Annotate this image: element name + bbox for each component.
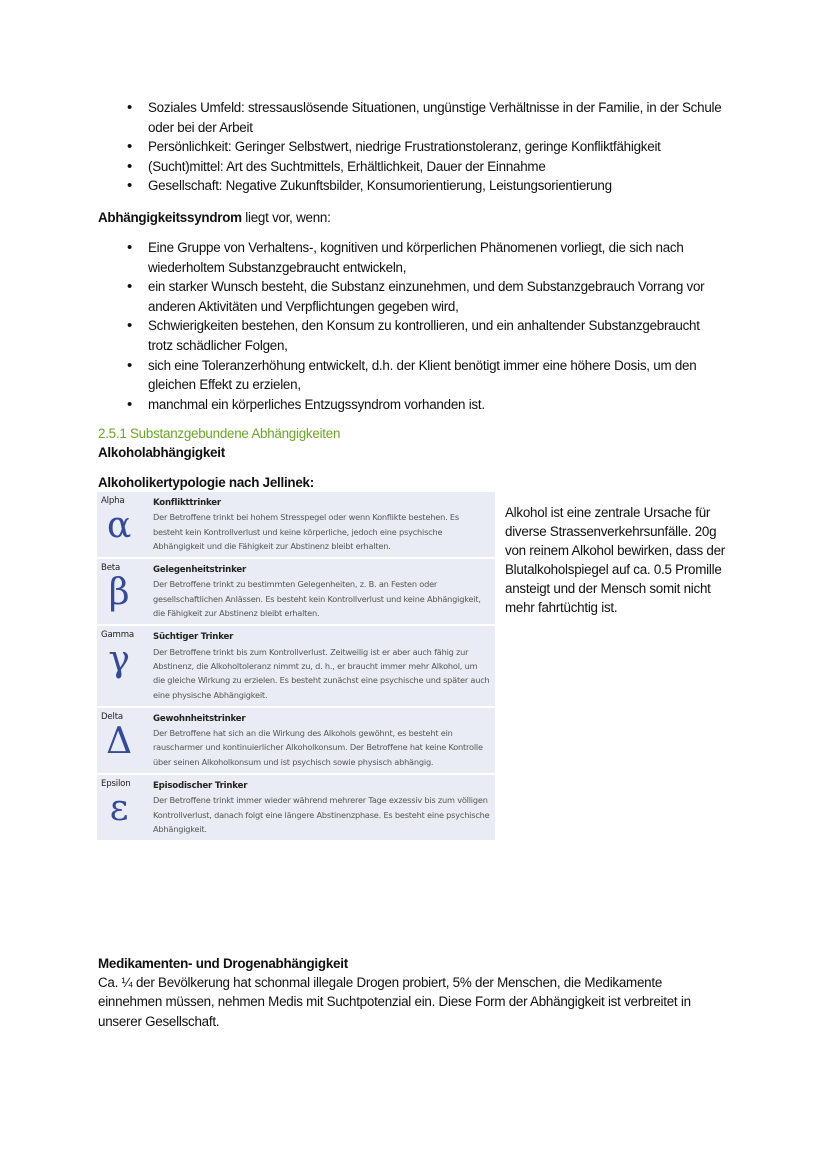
type-text: Der Betroffene trinkt immer wieder während mehrerer Tage exzessiv bis zum völligen Kontrollverlust, danach folgt eine längere Abstinenzphase. Es besteht eine psychische Abhängigkeit. (153, 795, 490, 834)
alcohol-heading: Alkoholabhängigkeit (98, 445, 225, 460)
type-name: Gamma (101, 630, 134, 641)
list-item: • Soziales Umfeld: stressauslösende Situationen, ungünstige Verhältnisse in der Familie, in der Schule oder bei der Arbeit (127, 98, 737, 137)
type-title: Episodischer Trinker (153, 781, 248, 792)
type-name: Epsilon (101, 779, 131, 790)
list-item: • manchmal ein körperliches Entzugssyndrom vorhanden ist. (127, 395, 727, 415)
greek-letter-icon: β (108, 572, 130, 614)
syndrome-list (127, 238, 727, 414)
description-cell (149, 707, 495, 774)
type-text: Der Betroffene trinkt bei hohem Stresspegel oder wenn Konflikte bestehen. Es besteht kein Kontrollverlust und keine körperliche, jedoch eine psychische Abhängigkeit und die Fähigkeit zur Abstinenz bleibt erhalten. (153, 512, 459, 551)
type-title: Konflikttrinker (153, 498, 221, 508)
list-item: • Schwierigkeiten bestehen, den Konsum zu kontrollieren, und ein anhaltender Substanzgebraucht trotz schädlicher Folgen, (127, 316, 727, 355)
description-cell (149, 625, 495, 706)
description-cell (149, 492, 495, 558)
syndrome-intro (98, 208, 331, 227)
table-row (97, 707, 495, 774)
type-title: Gelegenheitstrinker (153, 565, 247, 576)
list-item: • (Sucht)mittel: Art des Suchtmittels, Erhältlichkeit, Dauer der Einnahme (127, 157, 737, 177)
table-row (97, 558, 495, 625)
description-cell (149, 558, 495, 625)
table-row (97, 625, 495, 706)
syndrome-term: Abhängigkeitssyndrom (98, 210, 242, 225)
factor-list (127, 98, 737, 196)
list-item: • sich eine Toleranzerhöhung entwickelt, d.h. der Klient benötigt immer eine höhere Dosis, um den gleichen Effekt zu erzielen, (127, 356, 727, 395)
drugs-text: Ca. ¼ der Bevölkerung hat schonmal illegale Drogen probiert, 5% der Menschen, die Medikamente einnehmen müssen, nehmen Medis mit Suchtpotenzial ein. Diese Form der Abhängigkeit ist verbreitet in unserer Gesellschaft. (98, 975, 691, 1029)
drugs-heading: Medikamenten- und Drogenabhängigkeit (98, 956, 348, 971)
syndrome-rest: liegt vor, wenn: (241, 210, 331, 225)
type-cell (97, 707, 149, 774)
type-name: Beta (101, 563, 121, 574)
side-note: Alkohol ist eine zentrale Ursache für diverse Strassenverkehrsunfälle. 20g von reinem Alkohol bewirken, dass der Blutalkoholspiegel auf ca. 0.5 Promille ansteigt und der Mensch somit nicht mehr fahrtüchtig ist. (505, 505, 725, 615)
jellinek-table (97, 492, 495, 842)
table-row (97, 774, 495, 841)
description-cell (149, 774, 495, 841)
section-heading: 2.5.1 Substanzgebundene Abhängigkeiten (98, 426, 341, 441)
type-cell (97, 492, 149, 558)
greek-letter-icon: γ (108, 639, 130, 681)
type-name: Delta (101, 711, 123, 722)
type-name: Alpha (101, 496, 125, 506)
list-item: • Eine Gruppe von Verhaltens-, kognitiven und körperlichen Phänomenen vorliegt, die sich nach wiederholtem Substanzgebraucht entwickeln, (127, 238, 727, 277)
greek-letter-icon: α (106, 505, 132, 546)
type-text: Der Betroffene trinkt bis zum Kontrollverlust. Zeitweilig ist er aber auch fähig zur Abstinenz, die Alkoholtoleranz nimmt zu, d. h., er braucht immer mehr Alkohol, um die gleiche Wirkung zu erzielen. Es besteht zunächst eine psychische und später auch eine physische Abhängigkeit. (153, 646, 490, 700)
list-item: • ein starker Wunsch besteht, die Substanz einzunehmen, und dem Substanzgebrauch Vorrang vor anderen Aktivitäten und Verpflichtungen gegeben wird, (127, 277, 727, 316)
type-cell (97, 625, 149, 706)
typology-heading: Alkoholikertypologie nach Jellinek: (98, 475, 314, 490)
type-text: Der Betroffene trinkt zu bestimmten Gelegenheiten, z. B. an Festen oder gesellschaftlichen Anlässen. Es besteht kein Kontrollverlust und keine Abhängigkeit, die Fähigkeit zur Abstinenz bleibt erhalten. (153, 579, 481, 619)
table-row (97, 492, 495, 558)
list-item: • Gesellschaft: Negative Zukunftsbilder, Konsumorientierung, Leistungsorientierung (127, 176, 737, 196)
type-cell (97, 558, 149, 625)
type-title: Süchtiger Trinker (153, 632, 234, 643)
type-cell (97, 774, 149, 841)
type-text: Der Betroffene hat sich an die Wirkung des Alkohols gewöhnt, es besteht ein rauscharmer und kontinuierlicher Alkoholkonsum. Der Betroffene hat keine Kontrolle über seinen Alkoholkonsum und ist psychisch sowie physisch abhängig. (153, 728, 483, 767)
greek-letter-icon: Δ (106, 720, 132, 762)
type-title: Gewohnheitstrinker (153, 713, 246, 724)
list-item: • Persönlichkeit: Geringer Selbstwert, niedrige Frustrationstoleranz, geringe Konfliktfähigkeit (127, 137, 737, 157)
greek-letter-icon: ε (109, 788, 129, 830)
